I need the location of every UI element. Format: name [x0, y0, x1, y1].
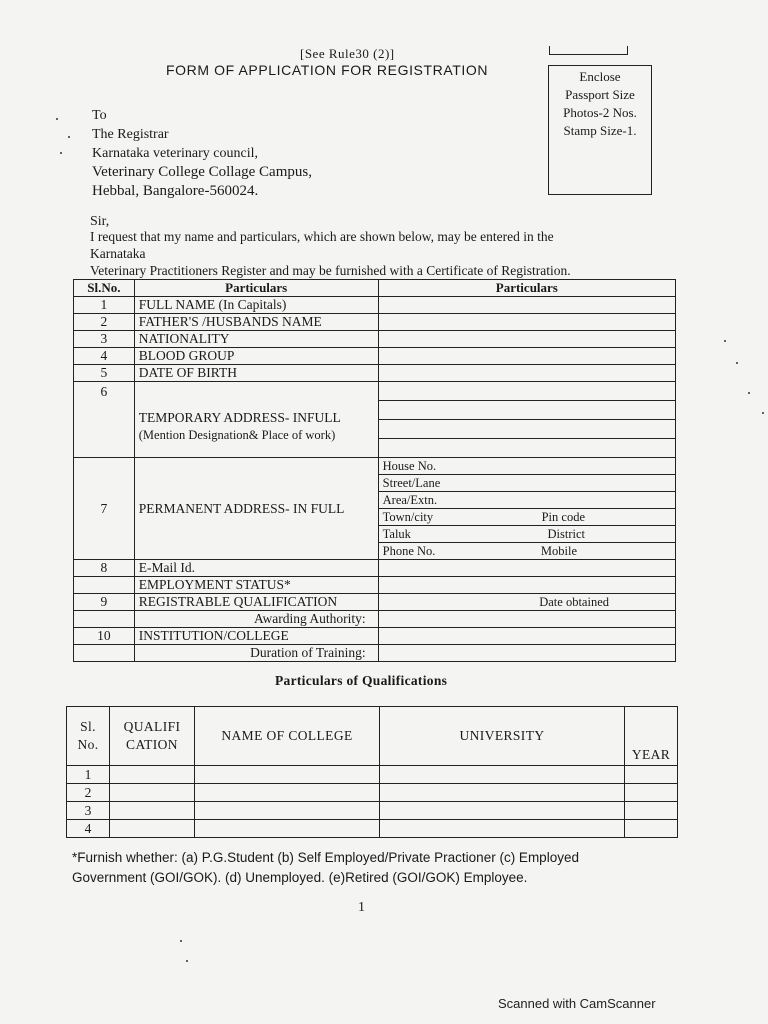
- town-pin-field[interactable]: [378, 509, 675, 526]
- phone-mobile-field[interactable]: [378, 543, 675, 560]
- qualifications-header-row: [67, 707, 678, 766]
- qualification-cell[interactable]: [110, 784, 195, 802]
- top-bracket-mark: [549, 46, 628, 55]
- address-line: Karnataka veterinary council,: [92, 146, 258, 161]
- row-label: BLOOD GROUP: [134, 348, 378, 365]
- row-sl: [74, 611, 135, 628]
- row-sl: 5: [74, 365, 135, 382]
- qual-header-college: NAME OF COLLEGE: [195, 707, 380, 766]
- photo-box-line: Passport Size: [565, 87, 635, 102]
- email-field[interactable]: [378, 560, 675, 577]
- row-label: NATIONALITY: [134, 331, 378, 348]
- table-row: [67, 820, 678, 838]
- mobile-label: Mobile: [540, 544, 577, 558]
- table-row: [74, 594, 676, 611]
- duration-of-training-field[interactable]: [378, 645, 675, 662]
- table-row: [74, 314, 676, 331]
- row-label: PERMANENT ADDRESS- IN FULL: [134, 458, 378, 560]
- college-cell[interactable]: [195, 820, 380, 838]
- institution-college-field[interactable]: [378, 628, 675, 645]
- address-line: Hebbal, Bangalore-560024.: [92, 183, 259, 199]
- scan-speck: [56, 118, 58, 120]
- row-label: REGISTRABLE QUALIFICATION: [134, 594, 378, 611]
- town-city-label: Town/city: [382, 510, 434, 524]
- table-row: [74, 297, 676, 314]
- university-cell[interactable]: [380, 784, 625, 802]
- address-line: Veterinary College Collage Campus,: [92, 164, 312, 180]
- row-label: FULL NAME (In Capitals): [134, 297, 378, 314]
- table-row: [67, 784, 678, 802]
- qual-header-sl-line: Sl.: [80, 719, 96, 734]
- scan-speck: [60, 152, 62, 154]
- temporary-address-field-2[interactable]: [378, 401, 675, 420]
- row-sl: 10: [74, 628, 135, 645]
- scan-speck: [186, 960, 188, 962]
- row-sl: 2: [74, 314, 135, 331]
- qual-row-sl: 4: [67, 820, 110, 838]
- temporary-address-field-3[interactable]: [378, 420, 675, 439]
- row-sl: 7: [74, 458, 135, 560]
- employment-footnote: [72, 848, 579, 888]
- qual-header-university: UNIVERSITY: [380, 707, 625, 766]
- street-lane-field[interactable]: Street/Lane: [378, 475, 675, 492]
- scanner-watermark: Scanned with CamScanner: [498, 996, 656, 1011]
- particulars-table: [73, 279, 676, 662]
- row-sl: 1: [74, 297, 135, 314]
- photo-box-line: Photos-2 Nos.: [563, 105, 637, 120]
- temporary-address-label: [134, 382, 378, 458]
- qual-row-sl: 1: [67, 766, 110, 784]
- temporary-address-field-4[interactable]: [378, 439, 675, 458]
- row-sl: 3: [74, 331, 135, 348]
- row-label: Duration of Training:: [134, 645, 378, 662]
- university-cell[interactable]: [380, 820, 625, 838]
- year-cell[interactable]: [625, 784, 678, 802]
- row-label: DATE OF BIRTH: [134, 365, 378, 382]
- rule-reference: [See Rule30 (2)]: [300, 46, 395, 61]
- row-sublabel: (Mention Designation& Place of work): [138, 428, 336, 442]
- row-sl: 9: [74, 594, 135, 611]
- table-row: [74, 628, 676, 645]
- table-row: [74, 348, 676, 365]
- row-label: TEMPORARY ADDRESS- INFULL: [138, 410, 341, 425]
- footnote-line: Government (GOI/GOK). (d) Unemployed. (e)Retired (GOI/GOK) Employee.: [72, 870, 528, 885]
- table-row: [74, 458, 676, 475]
- address-line: The Registrar: [92, 127, 169, 142]
- table-row: [74, 577, 676, 594]
- header-particulars-value: Particulars: [378, 280, 675, 297]
- header-particulars: Particulars: [134, 280, 378, 297]
- table-row: [67, 802, 678, 820]
- college-cell[interactable]: [195, 802, 380, 820]
- scan-speck: [68, 136, 70, 138]
- taluk-district-field[interactable]: [378, 526, 675, 543]
- qual-header-sl-line: No.: [77, 737, 99, 752]
- scan-speck: [762, 412, 764, 414]
- qual-header-qual-line: QUALIFI: [123, 719, 181, 734]
- row-sl: [74, 577, 135, 594]
- footnote-line: *Furnish whether: (a) P.G.Student (b) Self Employed/Private Practioner (c) Employed: [72, 850, 579, 865]
- table-row: [67, 766, 678, 784]
- row-sl: 4: [74, 348, 135, 365]
- row-label: Awarding Authority:: [134, 611, 378, 628]
- phone-no-label: Phone No.: [382, 544, 436, 558]
- scan-speck: [180, 940, 182, 942]
- recipient-address: [92, 106, 312, 201]
- qual-row-sl: 2: [67, 784, 110, 802]
- table-row: [74, 365, 676, 382]
- qual-header-qualification: [110, 707, 195, 766]
- year-cell[interactable]: [625, 766, 678, 784]
- row-label: FATHER'S /HUSBANDS NAME: [134, 314, 378, 331]
- awarding-authority-field[interactable]: [378, 611, 675, 628]
- full-name-field[interactable]: [378, 297, 675, 314]
- temporary-address-field-1[interactable]: [378, 382, 675, 401]
- area-extn-field[interactable]: Area/Extn.: [378, 492, 675, 509]
- college-cell[interactable]: [195, 784, 380, 802]
- qual-header-year: YEAR: [625, 707, 678, 766]
- request-paragraph: [90, 228, 650, 279]
- nationality-field[interactable]: [378, 331, 675, 348]
- college-cell[interactable]: [195, 766, 380, 784]
- row-label: EMPLOYMENT STATUS*: [134, 577, 378, 594]
- qual-header-sl: [67, 707, 110, 766]
- date-of-birth-field[interactable]: [378, 365, 675, 382]
- row-label: INSTITUTION/COLLEGE: [134, 628, 378, 645]
- qual-header-qual-line: CATION: [126, 737, 178, 752]
- row-sl: [74, 645, 135, 662]
- request-line: Veterinary Practitioners Register and may be furnished with a Certificate of Registration.: [90, 263, 571, 278]
- pin-code-label: Pin code: [541, 510, 585, 524]
- request-line: Karnataka: [90, 246, 146, 261]
- table-row: [74, 560, 676, 577]
- table-row: [74, 645, 676, 662]
- qualification-cell[interactable]: [110, 802, 195, 820]
- qualifications-table: [66, 706, 678, 838]
- photo-enclosure-box: [548, 65, 652, 195]
- taluk-label: Taluk: [382, 527, 411, 541]
- photo-box-line: Stamp Size-1.: [563, 123, 637, 138]
- scan-speck: [748, 392, 750, 394]
- row-sl: 8: [74, 560, 135, 577]
- page-number: 1: [358, 900, 365, 915]
- university-cell[interactable]: [380, 766, 625, 784]
- house-no-field[interactable]: House No.: [378, 458, 675, 475]
- qual-row-sl: 3: [67, 802, 110, 820]
- university-cell[interactable]: [380, 802, 625, 820]
- table-row: [74, 331, 676, 348]
- year-cell[interactable]: [625, 802, 678, 820]
- table-row: [74, 382, 676, 401]
- father-husband-name-field[interactable]: [378, 314, 675, 331]
- qualifications-title: Particulars of Qualifications: [275, 673, 448, 688]
- address-to: To: [92, 108, 107, 123]
- scan-speck: [724, 340, 726, 342]
- table-row: [74, 611, 676, 628]
- row-label: E-Mail Id.: [134, 560, 378, 577]
- scan-speck: [736, 362, 738, 364]
- request-line: I request that my name and particulars, which are shown below, may be entered in the: [90, 229, 554, 244]
- district-label: District: [547, 527, 585, 541]
- blood-group-field[interactable]: [378, 348, 675, 365]
- header-sl-no: Sl.No.: [74, 280, 135, 297]
- salutation: Sir,: [90, 214, 110, 229]
- year-cell[interactable]: [625, 820, 678, 838]
- date-obtained-field[interactable]: Date obtained: [378, 594, 675, 611]
- qualification-cell[interactable]: [110, 820, 195, 838]
- qualification-cell[interactable]: [110, 766, 195, 784]
- photo-box-line: Enclose: [579, 69, 621, 84]
- form-title: FORM OF APPLICATION FOR REGISTRATION: [166, 62, 489, 78]
- employment-status-field[interactable]: [378, 577, 675, 594]
- table-header-row: [74, 280, 676, 297]
- row-sl: 6: [74, 382, 135, 458]
